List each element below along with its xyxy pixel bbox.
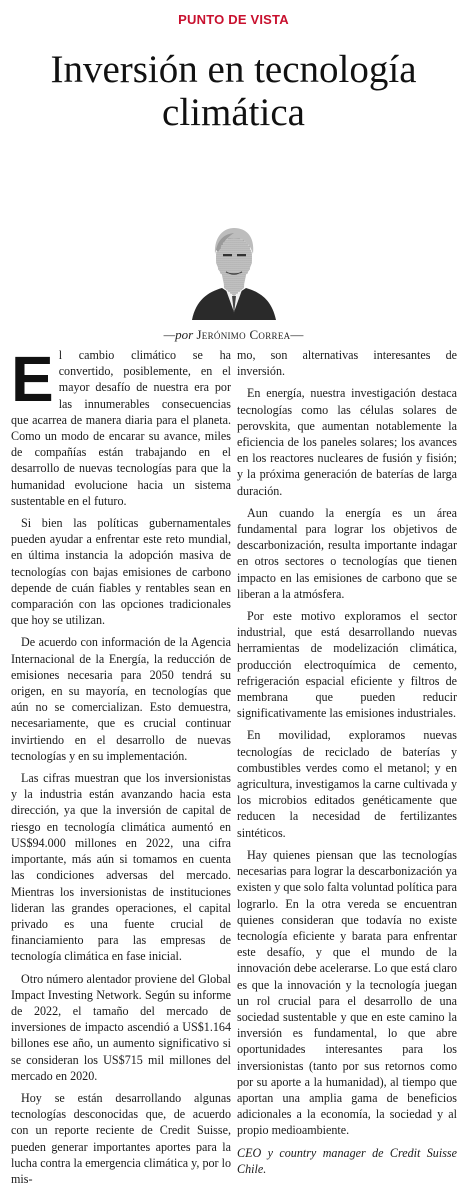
author-photo (188, 216, 280, 320)
drop-cap: E (11, 343, 54, 415)
byline (0, 327, 467, 343)
paragraph: Si bien las políticas gubernamentales pueden ayudar a enfrentar este reto mundial, en última instancia la adopción masiva de tecnologías con bajas emisiones de carbono depende de cuán fiables y rentables sean en comparación con las opciones tradicionales que hoy se utilizan. (11, 516, 231, 628)
author-name: Jerónimo Correa (196, 327, 291, 342)
paragraph: Otro número alentador proviene del Global Impact Investing Network. Según su informe de 2022, el tamaño del mercado de inversiones de impacto ascendió a US$1.164 billones ese año, un aumento significativo si se consideran los US$715 mil millones del mercado en 2020. (11, 971, 231, 1083)
paragraph: En movilidad, exploramos nuevas tecnologías de reciclado de baterías y combustibles verdes como el metanol; y en agricultura, investigamos la carne cultivada y los microbios editados genéticamente que reducen la necesidad de fertilizantes sintéticos. (237, 728, 457, 840)
paragraph: mo, son alternativas interesantes de inversión. (237, 348, 457, 379)
paragraph: De acuerdo con información de la Agencia Internacional de la Energía, la reducción de emisiones necesaria para 2050 tendrá su origen, en su mayoría, en tecnologías que aún no se comercializan. Esto demuestra, necesariamente, que es crucial continuar invirtiendo en el desarrollo de nuevas tecnologías y en su implementación. (11, 635, 231, 763)
paragraph: En energía, nuestra investigación destaca tecnologías como las células solares de perovskita, que aumentan notablemente la eficiencia de los paneles solares; los avances en los reactores nucleares de fusión y fisión; y la próxima generación de baterías de larga duración. (237, 386, 457, 498)
article-column-left (11, 343, 231, 1193)
byline-suffix: — (290, 327, 304, 342)
paragraph (11, 343, 231, 509)
section-label: PUNTO DE VISTA (178, 12, 289, 27)
paragraph: Por este motivo exploramos el sector industrial, que está desarrollando nuevas herramientas de modelización climática, producción electroquímica de cemento, refrigeración espacial eficiente y filtros de membrana que pueden reducir significativamente las emisiones industriales. (237, 609, 457, 721)
paragraph: Hoy se están desarrollando algunas tecnologías desconocidas que, de acuerdo con un reporte reciente de Credit Suisse, pueden generar importantes aportes para la lucha contra la emergencia climática y, por lo mis- (11, 1090, 231, 1186)
byline-prefix: —por (163, 327, 194, 342)
article-headline: Inversión en tecnología climática (50, 48, 417, 134)
paragraph: Aun cuando la energía es un área fundamental para lograr los objetivos de descarbonización, resulta importante indagar en otros sectores o tecnologías que tienen impacto en las emisiones de carbono que se liberan a la atmósfera. (237, 505, 457, 601)
author-credit: CEO y country manager de Credit Suisse Chile. (237, 1145, 457, 1176)
paragraph: Las cifras muestran que los inversionistas y la industria están avanzando hacia esta dirección, ya que la inversión de capital de riesgo en tecnología climática aumentó en US$94.000 millones en 2022, una cifra importante, más aún si tomamos en cuenta las condiciones adversas del mercado. Mientras los inversionistas de instituciones lideran las grandes operaciones, el capital privado es una fuente crucial de financiamiento para las empresas de tecnología climática en fase inicial. (11, 771, 231, 964)
article-column-right (237, 347, 457, 1183)
paragraph-text: l cambio climático se ha convertido, posiblemente, en el mayor desafío de nuestra era por las innumerables consecuencias que acarrea de manera diaria para el planeta. Como un modo de encarar su avance, miles de compañías están trabajando en el desarrollo de nuevas tecnologías para que la humanidad evolucione hacia un sistema sustentable en el futuro. (11, 348, 231, 508)
paragraph: Hay quienes piensan que las tecnologías necesarias para lograr la descarbonización ya existen y que solo falta voluntad política para lograrlo. En la otra vereda se encuentran quienes consideran que todavía no existe tecnología eficiente y barata para enfrentar este desafío, y que el mundo de la innovación debe acelerarse. Lo que está claro es que la innovación y la tecnología juegan un rol crucial para el desarrollo de una sociedad sustentable y que en este camino la inversión es fundamental, lo que abre oportunidades interesantes para los inversionistas (tanto por sus retornos como por su aporte a la humanidad), al tiempo que aportan una amplia gama de beneficios adicionales a la economía, la sociedad y al propio medioambiente. (237, 847, 457, 1138)
